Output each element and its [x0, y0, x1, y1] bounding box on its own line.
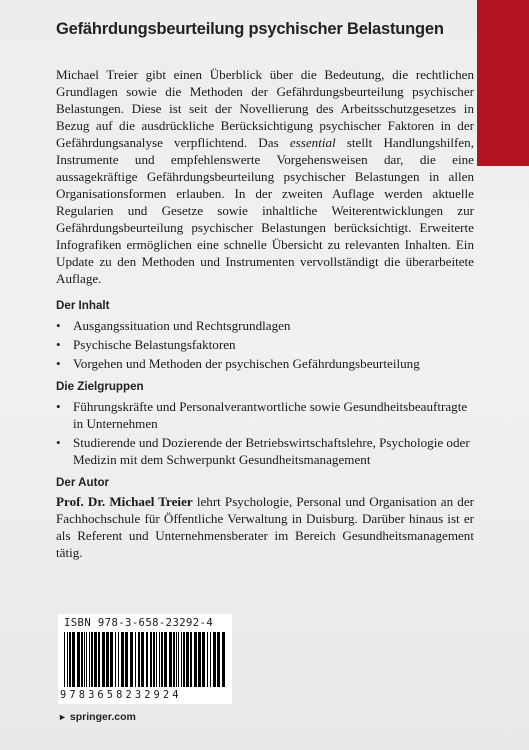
barcode-bar	[202, 632, 205, 687]
inhalt-list	[56, 317, 474, 372]
autor-bio: lehrt Psychologie, Personal und Organisation an der Fachhochschule für Öffentliche Verwaltung in Duisburg. Darüber hinaus ist er als Referent und Unternehmensberater im Bereich Gesundheitsmanagement tätig.	[56, 494, 475, 560]
barcode-bar	[72, 632, 75, 687]
barcode-bar	[153, 632, 155, 687]
barcode-bar	[86, 632, 87, 687]
barcode-bar	[106, 632, 109, 687]
barcode-bar	[190, 632, 192, 687]
barcode-bar	[67, 632, 68, 687]
barcode-bar	[121, 632, 124, 687]
barcode-digits: 9783658232924	[60, 689, 182, 701]
publisher-url: springer.com	[69, 711, 136, 723]
zielgruppen-list	[56, 398, 474, 468]
barcode-bar	[217, 632, 220, 687]
publisher-link[interactable]	[58, 711, 136, 723]
barcode-bar	[81, 632, 83, 687]
barcode-bar	[181, 632, 182, 687]
barcode-bar	[69, 632, 71, 687]
autor-name: Prof. Dr. Michael Treier	[56, 494, 193, 509]
barcode-bar	[169, 632, 172, 687]
intro-essential-term: essential	[289, 135, 336, 150]
barcode-bar	[130, 632, 133, 687]
barcode-bar	[150, 632, 152, 687]
autor-heading: Der Autor	[56, 476, 110, 489]
bullet-icon: •	[56, 356, 61, 371]
inhalt-heading: Der Inhalt	[56, 299, 110, 312]
barcode-bar	[198, 632, 201, 687]
barcode-bar	[89, 632, 90, 687]
list-item: • Studierende und Dozierende der Betriebswirtschaftslehre, Psychologie oder Medizin mit dem Schwerpunkt Gesundheitsmanagement	[56, 435, 470, 467]
barcode-bar	[164, 632, 167, 687]
barcode-bar	[102, 632, 105, 687]
barcode-bar	[138, 632, 140, 687]
barcode-bar	[156, 632, 157, 687]
bullet-icon: •	[56, 318, 61, 333]
list-item: • Vorgehen und Methoden der psychischen Gefährdungsbeurteilung	[56, 356, 420, 371]
bullet-icon: •	[56, 399, 61, 414]
zielgruppen-heading: Die Zielgruppen	[56, 380, 144, 393]
arrow-right-icon: ►	[58, 712, 67, 722]
barcode-bar	[77, 632, 80, 687]
barcode	[64, 632, 226, 687]
bullet-icon: •	[56, 337, 61, 352]
barcode-bar	[125, 632, 128, 687]
book-title: Gefährdungsbeurteilung psychischer Belastungen	[56, 20, 444, 38]
isbn-label: ISBN 978-3-658-23292-4	[64, 617, 214, 629]
barcode-bar	[146, 632, 148, 687]
barcode-bar	[94, 632, 97, 687]
barcode-bar	[176, 632, 177, 687]
intro-text-part1: Michael Treier gibt einen Überblick über die Bedeutung, die rechtlichen Grundlagen sowie die Methoden der Gefährdungsbeurteilung psychischer Belastungen. Diese ist seit der Novellierung des Arbeitsschutzgesetzes in Bezug auf die ausdrückliche Berücksichtigung psychischer Faktoren in der Gefährdungsanalyse verpflichtend. Das	[56, 67, 474, 150]
barcode-bar	[194, 632, 197, 687]
isbn-barcode-block	[58, 614, 232, 704]
barcode-bar	[115, 632, 116, 687]
barcode-bar	[161, 632, 163, 687]
barcode-bar	[183, 632, 185, 687]
list-item: • Psychische Belastungsfaktoren	[56, 337, 236, 352]
autor-paragraph	[56, 493, 474, 561]
list-item: • Ausgangssituation und Rechtsgrundlagen	[56, 318, 291, 333]
barcode-bar	[207, 632, 208, 687]
accent-red-bar	[477, 0, 529, 166]
barcode-bar	[64, 632, 65, 687]
barcode-bar	[135, 632, 136, 687]
intro-paragraph	[56, 66, 474, 287]
barcode-bar	[213, 632, 216, 687]
barcode-bar	[84, 632, 85, 687]
back-cover-content	[56, 66, 474, 561]
barcode-bar	[141, 632, 144, 687]
barcode-bar	[159, 632, 160, 687]
barcode-bar	[210, 632, 211, 687]
bullet-icon: •	[56, 435, 61, 450]
barcode-bar	[98, 632, 100, 687]
barcode-bar	[118, 632, 119, 687]
intro-text-part2: stellt Handlungshilfen, Instrumente und empfehlenswerte Vorgehensweisen dar, die eine aussagekräftige Gefährdungsbeurteilung psychischer Belastungen in allen Organisationsformen erlauben. In der zweiten Auflage werden aktuelle Regularien und Gesetze sowie inhaltliche Weiterentwicklungen zur Gefährdungsbeurteilung psychischer Belastungen berücksichtigt. Erweiterte Infografiken ermöglichen eine schnelle Übersicht zu relevanten Inhalten. Ein Update zu den Methoden und Instrumenten vervollständigt die überarbeitete Auflage.	[56, 135, 474, 286]
barcode-bar	[178, 632, 179, 687]
barcode-bar	[173, 632, 175, 687]
barcode-bar	[186, 632, 189, 687]
barcode-bar	[91, 632, 93, 687]
barcode-bar	[110, 632, 113, 687]
barcode-bar	[222, 632, 225, 687]
list-item: • Führungskräfte und Personalverantwortliche sowie Gesundheitsbeauftragte in Unternehmen	[56, 399, 468, 431]
